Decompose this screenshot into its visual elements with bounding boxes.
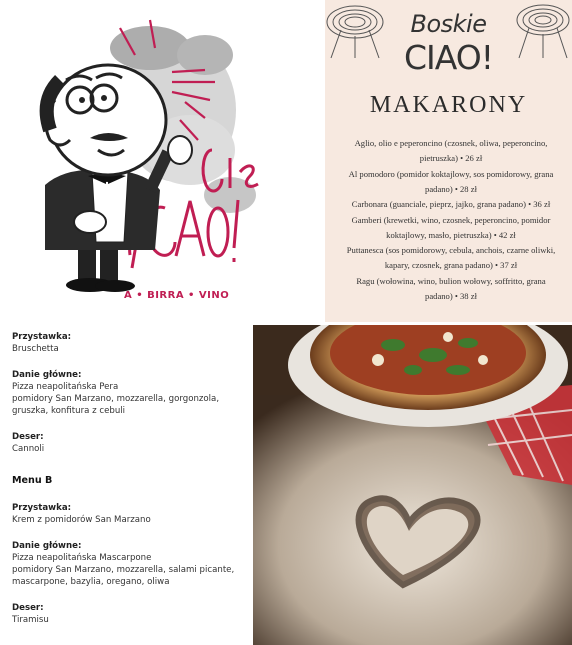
course-label: Deser: <box>12 603 44 613</box>
pizza-flour-heart-photo <box>253 325 572 645</box>
course-value: Tiramisu <box>12 615 49 625</box>
menu-item: Aglio, olio e peperoncino (czosnek, oliwa, peperoncino, pietruszka) • 26 zł <box>354 138 548 163</box>
menu-item: Gamberi (krewetki, wino, czosnek, peperoncino, pomidor koktajlowy, masło, pietruszka) • 42 zł <box>351 214 551 240</box>
menu-title: MAKARONY <box>369 92 528 118</box>
chef-thumbs-up-icon <box>0 0 322 322</box>
menu-brand-line-1: Boskie <box>410 10 487 38</box>
logo-poster <box>0 0 322 322</box>
menu-item: Carbonara (guanciale, pieprz, jajko, grana padano) • 36 zł <box>351 199 551 209</box>
menu-item: Al pomodoro (pomidor koktajlowy, sos pomidorowy, grana padano) • 28 zł <box>348 168 554 194</box>
course-value: Pizza neapolitańska Mascarpone pomidory San Marzano, mozzarella, salami picante, mascarpone, bazylia, oregano, oliwa <box>12 553 235 587</box>
menu-b-main <box>12 540 252 588</box>
menu-a-starter <box>12 331 252 355</box>
pasta-menu-card <box>325 0 572 322</box>
set-menu-text <box>0 325 252 645</box>
menu-a-main <box>12 369 252 417</box>
menu-items-list <box>343 136 559 304</box>
menu-b-heading: Menu B <box>12 475 53 486</box>
course-label: Przystawka: <box>12 332 72 342</box>
pizza-photo-icon <box>253 325 572 645</box>
course-value: Pizza neapolitańska Pera pomidory San Marzano, mozzarella, gorgonzola, gruszka, konfitura z cebuli <box>12 382 220 416</box>
course-label: Deser: <box>12 432 44 442</box>
course-value: Bruschetta <box>12 344 59 354</box>
menu-brand-line-2: CIAO! <box>404 38 493 77</box>
logo-tagline: A • BIRRA • VINO <box>124 290 230 301</box>
course-label: Przystawka: <box>12 503 72 513</box>
menu-item: Puttanesca (sos pomidorowy, cebula, anchois, czarne oliwki, kapary, czosnek, grana padano) • 37 zł <box>346 245 556 270</box>
menu-a-dessert <box>12 431 252 455</box>
menu-b-starter <box>12 502 252 526</box>
course-label: Danie główne: <box>12 370 82 380</box>
menu-b-dessert <box>12 602 252 626</box>
course-value: Krem z pomidorów San Marzano <box>12 515 151 525</box>
course-value: Cannoli <box>12 444 45 454</box>
menu-item: Ragu (wołowina, wino, bulion wołowy, soffritto, grana padano) • 38 zł <box>356 275 546 301</box>
course-label: Danie główne: <box>12 541 82 551</box>
